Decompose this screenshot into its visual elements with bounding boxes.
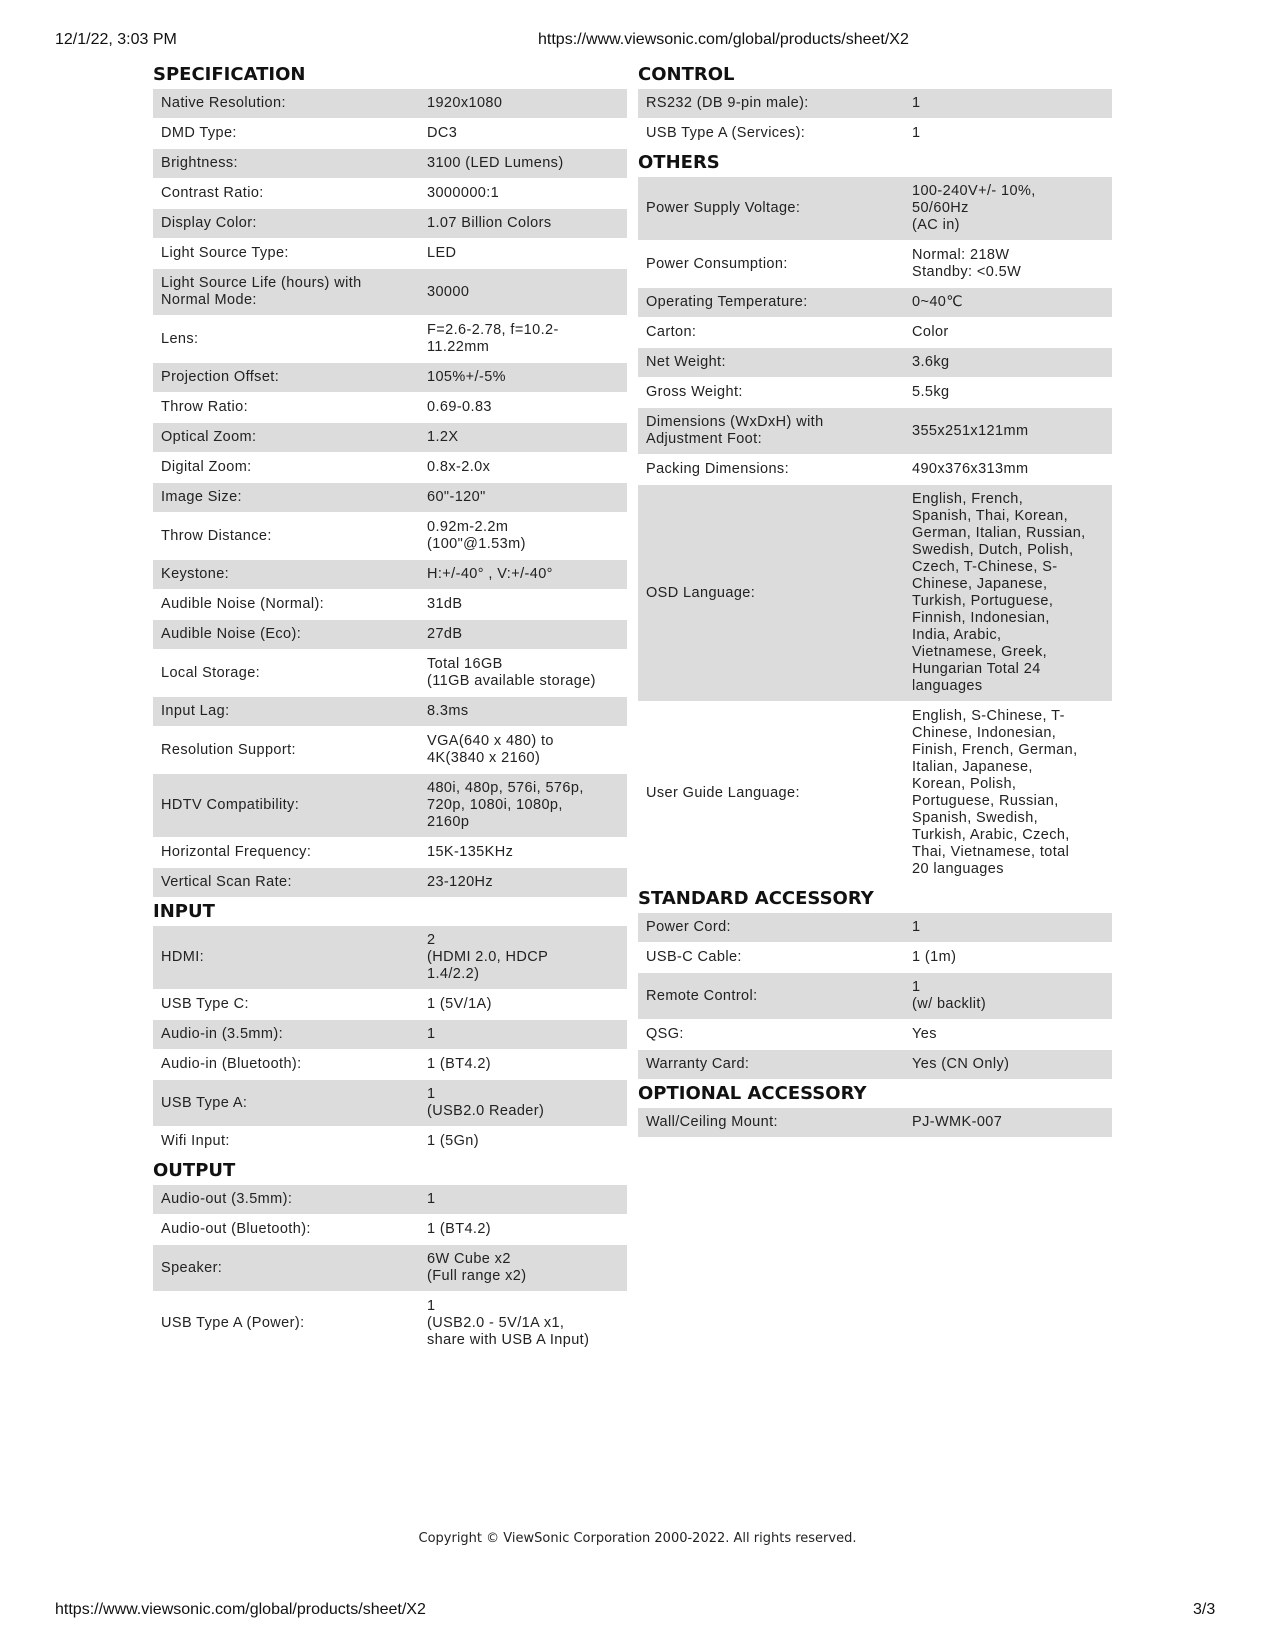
spec-value: F=2.6-2.78, f=10.2- 11.22mm (427, 322, 559, 355)
section-heading: OTHERS (638, 152, 720, 173)
spec-label: Audio-in (3.5mm): (161, 1026, 284, 1042)
spec-table (638, 177, 1112, 884)
spec-value: 30000 (427, 283, 470, 300)
spec-label: USB Type A (Services): (646, 125, 806, 141)
spec-value: VGA(640 x 480) to 4K(3840 x 2160) (427, 733, 554, 766)
spec-row (153, 838, 627, 867)
spec-row (153, 1020, 627, 1049)
spec-row (153, 1215, 627, 1244)
spec-row (638, 119, 1112, 148)
spec-value: 1 (w/ backlit) (912, 979, 987, 1012)
spec-value: 23-120Hz (427, 874, 494, 890)
spec-label: Light Source Life (hours) with Normal Mode: (161, 275, 362, 308)
spec-row (638, 913, 1112, 942)
spec-label: Packing Dimensions: (646, 461, 789, 477)
spec-value: 1920x1080 (427, 95, 503, 111)
spec-value: 105%+/-5% (427, 369, 506, 385)
spec-label: Lens: (161, 330, 199, 347)
right-column (638, 61, 1112, 1138)
spec-value: Yes (912, 1026, 937, 1042)
spec-value: 8.3ms (427, 703, 469, 719)
spec-value: 1 (427, 1191, 436, 1207)
spec-row (153, 149, 627, 178)
spec-value: 31dB (427, 596, 463, 612)
spec-row (638, 973, 1112, 1019)
spec-table (638, 89, 1112, 148)
spec-value: 1.07 Billion Colors (427, 215, 552, 231)
spec-row (638, 1108, 1112, 1137)
spec-row (153, 316, 627, 362)
spec-value: 1 (USB2.0 - 5V/1A x1, share with USB A Input) (427, 1298, 590, 1348)
spec-value: 0.92m-2.2m (100"@1.53m) (427, 519, 526, 552)
spec-row (153, 89, 627, 118)
spec-label: Projection Offset: (161, 369, 280, 385)
spec-row (153, 620, 627, 649)
spec-label: Vertical Scan Rate: (161, 874, 292, 890)
spec-row (638, 455, 1112, 484)
spec-label: USB Type C: (161, 996, 249, 1012)
spec-label: Native Resolution: (161, 95, 286, 111)
spec-value: 1 (1m) (912, 949, 957, 965)
spec-label: HDMI: (161, 949, 205, 965)
spec-row (153, 423, 627, 452)
spec-row (638, 348, 1112, 377)
spec-value: 3100 (LED Lumens) (427, 155, 564, 171)
spec-label: Audio-out (3.5mm): (161, 1191, 293, 1207)
spec-value: 0.69-0.83 (427, 399, 492, 415)
spec-table (153, 926, 627, 1156)
spec-label: Audio-in (Bluetooth): (161, 1056, 302, 1072)
spec-row (153, 1050, 627, 1079)
spec-section-input (153, 898, 627, 1156)
spec-label: Local Storage: (161, 664, 261, 681)
spec-value: 1 (BT4.2) (427, 1221, 492, 1237)
spec-value: 1 (5Gn) (427, 1133, 479, 1149)
left-column (153, 61, 627, 1356)
spec-row (153, 1080, 627, 1126)
spec-section-optional-accessory (638, 1080, 1112, 1137)
spec-section-control (638, 61, 1112, 148)
spec-row (638, 485, 1112, 701)
spec-row (153, 650, 627, 696)
spec-value: English, French, Spanish, Thai, Korean, German, Italian, Russian, Swedish, Dutch, Polish, Czech, T-Chinese, S- Chinese, Japanese, Turkish, Portuguese, Finnish, Indonesian, India, Arabic, Vietnamese, Greek, Hungarian Total 24 languages (912, 491, 1086, 694)
spec-value: 5.5kg (912, 384, 950, 400)
print-header-datetime: 12/1/22, 3:03 PM (55, 31, 177, 48)
section-heading: STANDARD ACCESSORY (638, 888, 874, 909)
section-heading: OPTIONAL ACCESSORY (638, 1083, 867, 1104)
spec-label: User Guide Language: (646, 784, 800, 801)
spec-row (638, 1050, 1112, 1079)
spec-table (638, 1108, 1112, 1137)
spec-label: Resolution Support: (161, 741, 296, 758)
spec-value: 1 (912, 95, 921, 111)
spec-label: Audio-out (Bluetooth): (161, 1221, 311, 1237)
spec-row (153, 209, 627, 238)
spec-label: Audible Noise (Eco): (161, 626, 302, 642)
print-footer-url: https://www.viewsonic.com/global/products/sheet/X2 (55, 1601, 426, 1618)
section-heading: CONTROL (638, 64, 735, 85)
spec-label: Horizontal Frequency: (161, 844, 312, 860)
spec-value: 3000000:1 (427, 185, 500, 201)
spec-label: Wall/Ceiling Mount: (646, 1114, 778, 1130)
spec-row (153, 1185, 627, 1214)
spec-label: Carton: (646, 324, 697, 340)
spec-value: PJ-WMK-007 (912, 1114, 1003, 1130)
spec-table (153, 89, 627, 897)
spec-value: Yes (CN Only) (912, 1056, 1010, 1072)
spec-section-others (638, 149, 1112, 884)
spec-row (153, 697, 627, 726)
spec-row (153, 926, 627, 989)
spec-label: DMD Type: (161, 125, 237, 141)
spec-value: DC3 (427, 125, 458, 141)
spec-row (153, 179, 627, 208)
spec-label: Power Cord: (646, 919, 731, 935)
spec-value: Total 16GB (11GB available storage) (427, 656, 596, 689)
spec-label: Contrast Ratio: (161, 185, 264, 201)
spec-value: H:+/-40° , V:+/-40° (427, 566, 553, 582)
spec-value: 6W Cube x2 (Full range x2) (427, 1251, 527, 1284)
spec-label: Dimensions (WxDxH) with Adjustment Foot: (646, 414, 824, 447)
spec-row (153, 868, 627, 897)
spec-label: HDTV Compatibility: (161, 797, 300, 813)
spec-row (153, 513, 627, 559)
spec-value: 100-240V+/- 10%, 50/60Hz (AC in) (912, 183, 1036, 233)
spec-value: 15K-135KHz (427, 844, 514, 860)
spec-row (153, 483, 627, 512)
spec-row (153, 269, 627, 315)
spec-section-output (153, 1157, 627, 1355)
spec-table (153, 1185, 627, 1355)
spec-value: 1 (912, 125, 921, 141)
spec-label: Throw Ratio: (161, 399, 248, 415)
spec-value: LED (427, 245, 457, 261)
spec-value: 0~40℃ (912, 294, 963, 310)
spec-label: Power Consumption: (646, 255, 788, 272)
spec-label: Display Color: (161, 215, 257, 231)
spec-value: 1.2X (427, 429, 459, 445)
spec-row (638, 241, 1112, 287)
spec-value: 1 (USB2.0 Reader) (427, 1086, 545, 1119)
spec-row (638, 943, 1112, 972)
spec-label: OSD Language: (646, 584, 756, 601)
spec-value: 0.8x-2.0x (427, 459, 491, 475)
spec-row (638, 89, 1112, 118)
spec-label: Light Source Type: (161, 245, 289, 261)
section-heading: INPUT (153, 901, 215, 922)
spec-label: Power Supply Voltage: (646, 200, 801, 216)
spec-label: Gross Weight: (646, 384, 743, 400)
spec-label: Net Weight: (646, 354, 726, 370)
spec-label: Digital Zoom: (161, 459, 252, 475)
spec-value: 490x376x313mm (912, 461, 1029, 477)
spec-label: Optical Zoom: (161, 429, 257, 445)
spec-value: Color (912, 324, 949, 340)
spec-label: Input Lag: (161, 703, 230, 719)
spec-row (638, 378, 1112, 407)
spec-label: Brightness: (161, 155, 238, 171)
spec-label: Keystone: (161, 566, 230, 582)
spec-row (638, 288, 1112, 317)
spec-row (153, 590, 627, 619)
spec-row (153, 363, 627, 392)
spec-value: 1 (5V/1A) (427, 996, 492, 1012)
spec-row (638, 318, 1112, 347)
spec-value: Normal: 218W Standby: <0.5W (912, 247, 1022, 280)
spec-row (153, 393, 627, 422)
spec-label: Remote Control: (646, 987, 758, 1004)
spec-label: Operating Temperature: (646, 294, 808, 310)
spec-label: USB-C Cable: (646, 949, 742, 965)
spec-label: Wifi Input: (161, 1133, 230, 1149)
spec-label: Warranty Card: (646, 1056, 750, 1072)
spec-value: 27dB (427, 626, 463, 642)
spec-row (153, 239, 627, 268)
spec-label: Audible Noise (Normal): (161, 596, 325, 612)
spec-row (153, 453, 627, 482)
spec-value: 1 (912, 919, 921, 935)
spec-row (153, 119, 627, 148)
spec-row (638, 702, 1112, 884)
spec-table (638, 913, 1112, 1079)
spec-value: 1 (BT4.2) (427, 1056, 492, 1072)
spec-section-specification (153, 61, 627, 897)
spec-section-standard-accessory (638, 885, 1112, 1079)
section-heading: OUTPUT (153, 1160, 236, 1181)
section-heading: SPECIFICATION (153, 64, 306, 85)
spec-row (153, 774, 627, 837)
spec-row (153, 727, 627, 773)
spec-value: English, S-Chinese, T- Chinese, Indonesian, Finish, French, German, Italian, Japanese, Korean, Polish, Portuguese, Russian, Spanish, Swedish, Turkish, Arabic, Czech, Thai, Vietnamese, total 20 languages (912, 708, 1078, 877)
spec-value: 2 (HDMI 2.0, HDCP 1.4/2.2) (427, 932, 549, 982)
spec-label: USB Type A: (161, 1094, 248, 1111)
spec-row (153, 1127, 627, 1156)
spec-label: QSG: (646, 1026, 684, 1042)
spec-row (153, 990, 627, 1019)
spec-label: Speaker: (161, 1259, 223, 1276)
spec-row (638, 1020, 1112, 1049)
copyright-notice: Copyright © ViewSonic Corporation 2000-2022. All rights reserved. (418, 1531, 857, 1546)
print-header-url: https://www.viewsonic.com/global/products/sheet/X2 (538, 31, 909, 48)
spec-value: 1 (427, 1026, 436, 1042)
spec-value: 3.6kg (912, 354, 950, 370)
spec-label: Throw Distance: (161, 527, 272, 544)
spec-label: RS232 (DB 9-pin male): (646, 95, 809, 111)
spec-row (638, 408, 1112, 454)
spec-label: Image Size: (161, 489, 242, 505)
spec-row (153, 1292, 627, 1355)
spec-row (638, 177, 1112, 240)
spec-value: 60"-120" (427, 489, 486, 505)
spec-value: 480i, 480p, 576i, 576p, 720p, 1080i, 1080p, 2160p (427, 780, 584, 830)
spec-label: USB Type A (Power): (161, 1315, 305, 1331)
spec-value: 355x251x121mm (912, 422, 1029, 439)
spec-row (153, 1245, 627, 1291)
print-footer-page-number: 3/3 (1193, 1601, 1216, 1618)
spec-row (153, 560, 627, 589)
